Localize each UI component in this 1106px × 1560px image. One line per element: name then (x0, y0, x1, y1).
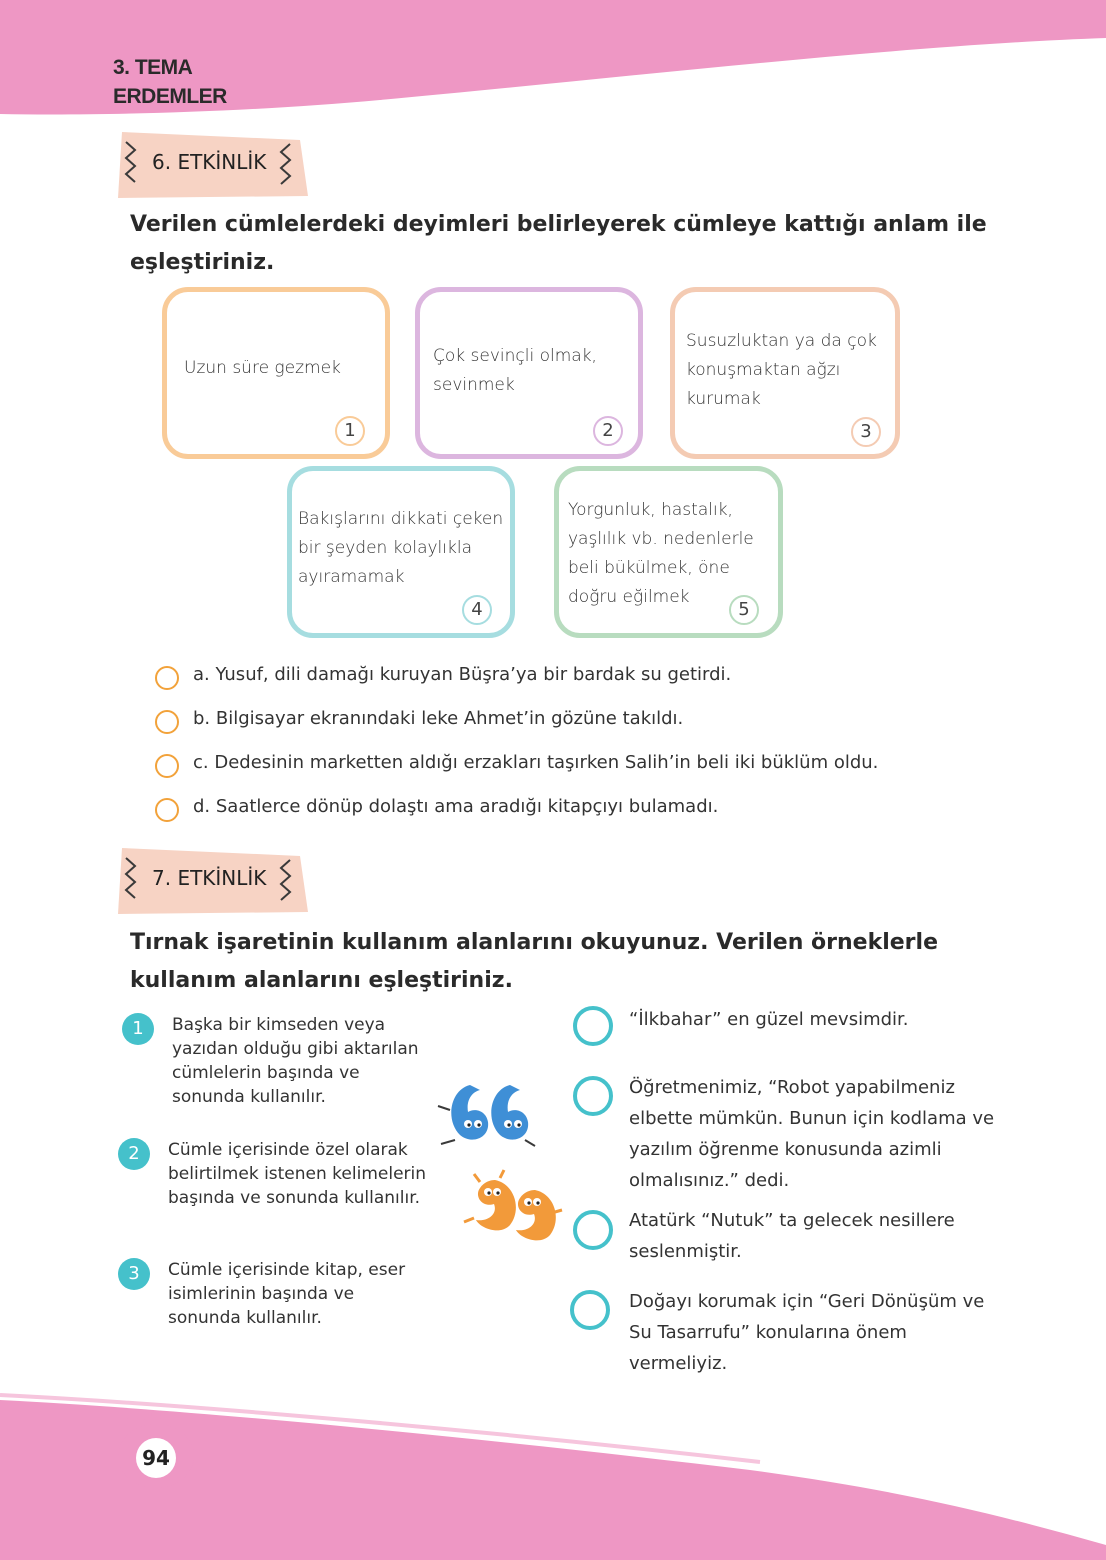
meaning-text-3: Susuzluktan ya da çok konuşmaktan ağzı kurumak (686, 331, 877, 409)
example-text-2: Öğretmenimiz, “Robot yapabilmeniz elbette mümkün. Bunun için kodlama ve yazılım öğrenme konusunda azimli olmalısınız.” dedi. (629, 1077, 995, 1191)
meaning-number-1: 1 (335, 416, 365, 446)
page-number-bubble (127, 1409, 145, 1427)
meaning-card-4 (287, 466, 515, 638)
meaning-number-3: 3 (851, 417, 881, 447)
example-answer-circle-1[interactable] (573, 1006, 613, 1046)
meaning-card-3 (670, 287, 900, 459)
example-text-3: Atatürk “Nutuk” ta gelecek nesillere seslenmiştir. (629, 1210, 955, 1262)
sentence-c: c. Dedesinin marketten aldığı erzakları taşırken Salih’in beli iki büklüm oldu. (193, 752, 879, 773)
example-text-1: “İlkbahar” en güzel mevsimdir. (629, 1009, 909, 1030)
meaning-text-5: Yorgunluk, hastalık, yaşlılık vb. nedenlerle beli bükülmek, öne doğru eğilmek (568, 500, 754, 607)
example-answer-circle-3[interactable] (573, 1210, 613, 1250)
usage-text-2: Cümle içerisinde özel olarak belirtilmek istenen kelimelerin başında ve sonunda kullanılır. (168, 1140, 427, 1208)
meaning-number-5: 5 (729, 595, 759, 625)
usage-number-3: 3 (118, 1258, 150, 1290)
answer-circle-d[interactable] (155, 798, 179, 822)
activity7-title: 7. ETKİNLİK (152, 866, 267, 890)
meaning-number-2: 2 (593, 416, 623, 446)
meaning-text-4: Bakışlarını dikkati çeken bir şeyden kolaylıkla ayıramamak (298, 509, 504, 587)
usage-number-2: 2 (118, 1138, 150, 1170)
sentence-a: a. Yusuf, dili damağı kuruyan Büşra’ya bir bardak su getirdi. (193, 664, 732, 685)
sentence-b: b. Bilgisayar ekranındaki leke Ahmet’in gözüne takıldı. (193, 708, 684, 729)
page-number: 94 (136, 1438, 176, 1478)
usage-number-1: 1 (122, 1013, 154, 1045)
meaning-card-5 (554, 466, 783, 638)
meaning-card-2 (415, 287, 643, 459)
usage-text-1: Başka bir kimseden veya yazıdan olduğu gibi aktarılan cümlelerin başında ve sonunda kullanılır. (172, 1015, 419, 1107)
meaning-number-4: 4 (462, 595, 492, 625)
closing-quote-mascot-icon (464, 1170, 562, 1240)
answer-circle-c[interactable] (155, 754, 179, 778)
opening-quote-mascot-icon (438, 1085, 535, 1146)
theme-name: ERDEMLER (113, 85, 227, 108)
answer-circle-b[interactable] (155, 710, 179, 734)
answer-circle-a[interactable] (155, 666, 179, 690)
meaning-text-2: Çok sevinçli olmak, sevinmek (433, 346, 597, 395)
theme-number: 3. TEMA (113, 56, 193, 79)
page-number-bubble-small (151, 1411, 161, 1421)
meaning-card-1 (162, 287, 390, 459)
example-answer-circle-2[interactable] (573, 1076, 613, 1116)
sentence-d: d. Saatlerce dönüp dolaştı ama aradığı kitapçıyı bulamadı. (193, 796, 719, 817)
example-text-4: Doğayı korumak için “Geri Dönüşüm ve Su Tasarrufu” konularına önem vermeliyiz. (629, 1291, 985, 1374)
example-answer-circle-4[interactable] (570, 1290, 610, 1330)
activity6-instruction: Verilen cümlelerdeki deyimleri belirleyerek cümleye kattığı anlam ile eşleştiriniz. (130, 212, 987, 275)
activity7-instruction: Tırnak işaretinin kullanım alanlarını okuyunuz. Verilen örneklerle kullanım alanlarını eşleştiriniz. (130, 930, 938, 993)
usage-text-3: Cümle içerisinde kitap, eser isimlerinin başında ve sonunda kullanılır. (168, 1260, 406, 1328)
activity6-title: 6. ETKİNLİK (152, 150, 267, 174)
meaning-text-1: Uzun süre gezmek (184, 358, 341, 378)
